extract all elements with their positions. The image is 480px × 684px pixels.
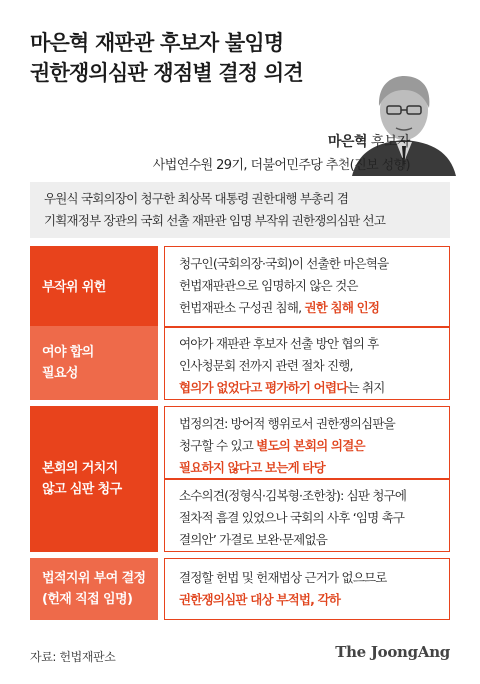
headline — [30, 28, 360, 88]
text-span: 는 취지 — [347, 380, 385, 395]
content-line — [179, 297, 443, 319]
highlight-text: 권한쟁의심판 대상 부적법, 각하 — [179, 592, 341, 607]
row-legal-status-grant — [30, 558, 450, 620]
content-line — [179, 377, 443, 399]
text-span: 결의안’ 가결로 보완·문제없음 — [179, 532, 327, 547]
source-credit: 자료: 헌법재판소 — [30, 650, 116, 664]
row-label-line: 않고 심판 청구 — [42, 482, 122, 497]
text-span: 소수의견(정형식·김복형·조한창): 심판 청구에 — [179, 488, 407, 503]
row-label-line: 필요성 — [42, 366, 78, 381]
row-content — [164, 558, 450, 620]
highlight-text: 별도의 본회의 의결은 — [256, 438, 365, 453]
majority-opinion — [164, 406, 450, 480]
row-content — [164, 246, 450, 328]
content-line — [179, 435, 443, 457]
case-summary — [30, 182, 450, 238]
row-label — [30, 326, 158, 400]
content-line — [179, 253, 443, 275]
text-span: 헌법재판관으로 임명하지 않은 것은 — [179, 278, 358, 293]
minority-opinion — [164, 478, 450, 552]
content-line — [179, 589, 443, 611]
content-line — [179, 529, 443, 551]
row-no-plenary-vote — [30, 406, 450, 552]
row-label — [30, 558, 158, 620]
text-span: 여야가 재판관 후보자 선출 방안 협의 후 — [179, 336, 379, 351]
candidate-name-line — [70, 132, 410, 152]
candidate-detail: 사법연수원 29기, 더불어민주당 추천(진보 성향) — [152, 158, 410, 173]
text-span: 청구인(국회의장·국회)이 선출한 마은혁을 — [179, 256, 389, 271]
headline-line-2: 권한쟁의심판 쟁점별 결정 의견 — [30, 61, 303, 85]
row-unconstitutional-omission — [30, 246, 450, 328]
content-line — [179, 333, 443, 355]
row-label-line: 법적지위 부여 결정 — [42, 571, 146, 586]
text-span: 법정의견: 방어적 행위로서 권한쟁의심판을 — [179, 416, 395, 431]
highlight-text: 협의가 없었다고 평가하기 어렵다 — [179, 380, 348, 395]
text-span: 절차적 흠결 있었으나 국회의 사후 ‘임명 촉구 — [179, 510, 405, 525]
content-line — [179, 355, 443, 377]
candidate-name: 마은혁 — [327, 134, 367, 150]
content-line — [179, 413, 443, 435]
highlight-text: 권한 침해 인정 — [304, 300, 380, 315]
row-label-line: 본회의 거치지 — [42, 461, 118, 476]
row-label-line: 부작위 위헌 — [42, 279, 106, 295]
text-span: 헌법재판소 구성권 침해, — [179, 300, 305, 315]
headline-line-1: 마은혁 재판관 후보자 불임명 — [30, 31, 284, 55]
text-span: 인사청문회 전까지 관련 절차 진행, — [179, 358, 353, 373]
summary-line-2: 기획재정부 장관의 국회 선출 재판관 임명 부작위 권한쟁의심판 선고 — [44, 213, 386, 228]
candidate-info — [70, 132, 410, 178]
summary-line-1: 우원식 국회의장이 청구한 최상목 대통령 권한대행 부총리 겸 — [44, 191, 349, 206]
candidate-role: 후보자 — [366, 134, 410, 150]
row-label — [30, 246, 158, 328]
content-line — [179, 457, 443, 479]
row-label — [30, 406, 158, 552]
content-line — [179, 567, 443, 589]
row-label-line: 여야 합의 — [42, 345, 94, 360]
text-span: 결정할 헌법 및 헌재법상 근거가 없으므로 — [179, 570, 387, 585]
content-line — [179, 275, 443, 297]
content-line — [179, 485, 443, 507]
content-line — [179, 507, 443, 529]
text-span: 청구할 수 있고 — [179, 438, 257, 453]
publisher-logo: The JoongAng — [335, 643, 450, 661]
row-bipartisan-agreement — [30, 326, 450, 400]
highlight-text: 필요하지 않다고 보는게 타당 — [179, 460, 325, 475]
row-label-line: (헌재 직접 임명) — [42, 592, 133, 607]
row-content — [164, 326, 450, 400]
